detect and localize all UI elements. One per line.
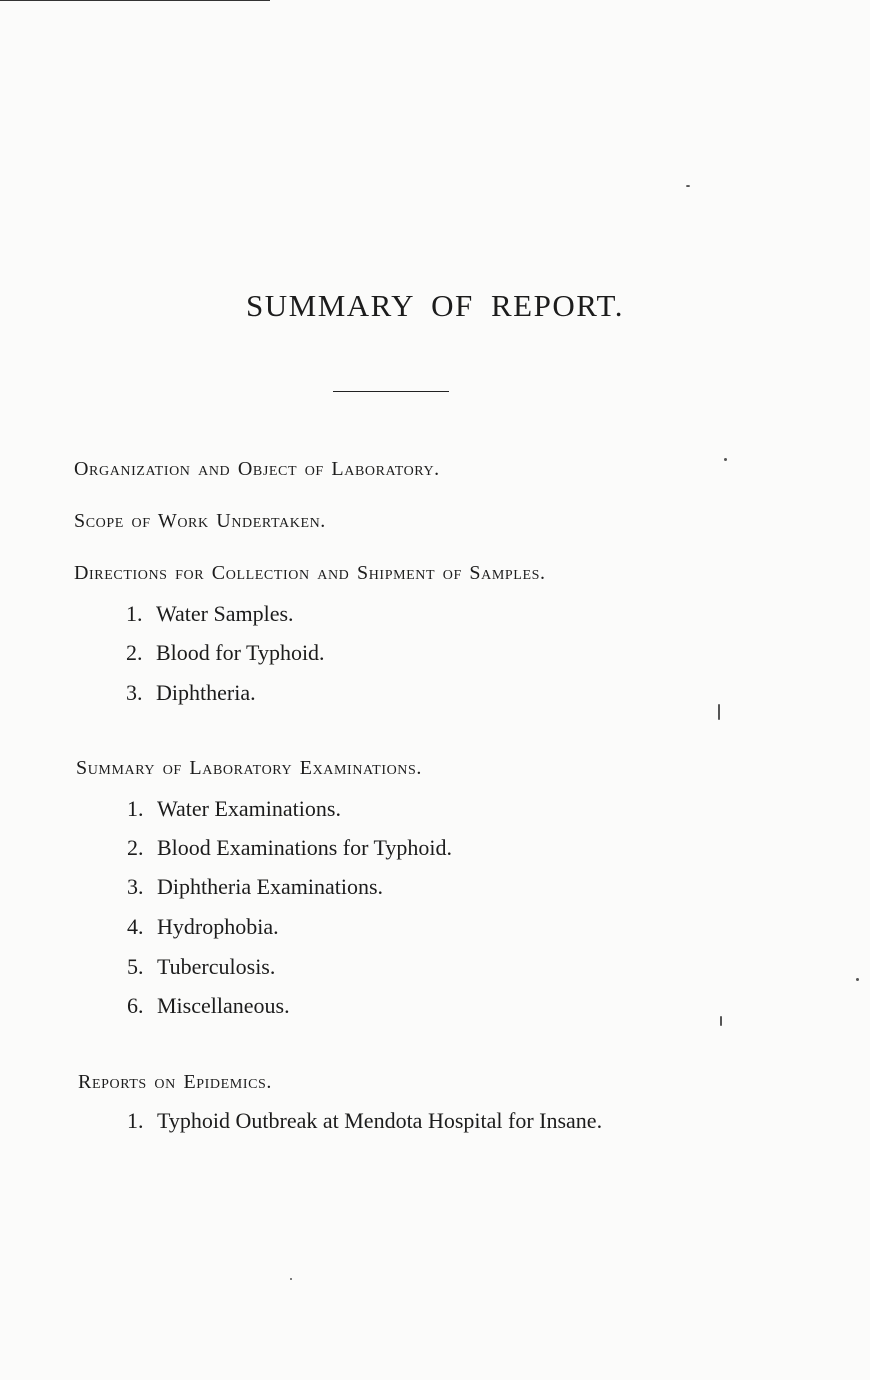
list-item: [127, 993, 290, 1019]
scan-speck: [720, 1016, 722, 1026]
list-item: [127, 914, 279, 940]
list-item-number: 4.: [127, 914, 144, 939]
list-item-text: Tuberculosis.: [157, 954, 276, 979]
top-rule: [0, 0, 270, 1]
list-item: [127, 1108, 602, 1134]
page-title: SUMMARY OF REPORT.: [246, 288, 624, 323]
list-item-number: 3.: [127, 874, 144, 899]
list-item-text: Hydrophobia.: [157, 914, 279, 939]
scan-speck: [724, 458, 727, 461]
list-item-text: Blood for Typhoid.: [156, 640, 325, 665]
list-item: [127, 835, 452, 861]
list-item-text: Water Examinations.: [157, 796, 341, 821]
list-item-number: 1.: [127, 1108, 144, 1133]
list-item-number: 5.: [127, 954, 144, 979]
list-item: [126, 601, 294, 627]
section-heading-scope: Scope of Work Undertaken.: [74, 510, 326, 532]
list-item-number: 2.: [127, 835, 144, 860]
list-item-text: Diphtheria.: [156, 680, 256, 705]
section-heading-directions: Directions for Collection and Shipment of Samples.: [74, 562, 546, 584]
list-item: [126, 640, 325, 666]
scan-speck: [686, 185, 690, 187]
section-heading-reports: Reports on Epidemics.: [78, 1071, 273, 1093]
list-item-number: 2.: [126, 640, 143, 665]
list-item: [127, 796, 341, 822]
list-item: [126, 680, 256, 706]
list-item-number: 1.: [126, 601, 143, 626]
list-item-text: Diphtheria Examinations.: [157, 874, 384, 899]
list-item-text: Miscellaneous.: [157, 993, 290, 1018]
scan-speck: [290, 1278, 292, 1280]
list-item-number: 1.: [127, 796, 144, 821]
title-rule: [333, 391, 449, 392]
list-item-text: Typhoid Outbreak at Mendota Hospital for Insane.: [157, 1108, 603, 1133]
scan-speck: [856, 978, 859, 981]
section-heading-organization: Organization and Object of Laboratory.: [74, 458, 440, 480]
list-item: [127, 874, 383, 900]
section-heading-summary: Summary of Laboratory Examinations.: [76, 757, 423, 779]
list-item-text: Water Samples.: [156, 601, 294, 626]
list-item-text: Blood Examinations for Typhoid.: [157, 835, 453, 860]
list-item-number: 3.: [126, 680, 143, 705]
scan-speck: [718, 704, 720, 720]
list-item: [127, 954, 275, 980]
list-item-number: 6.: [127, 993, 144, 1018]
